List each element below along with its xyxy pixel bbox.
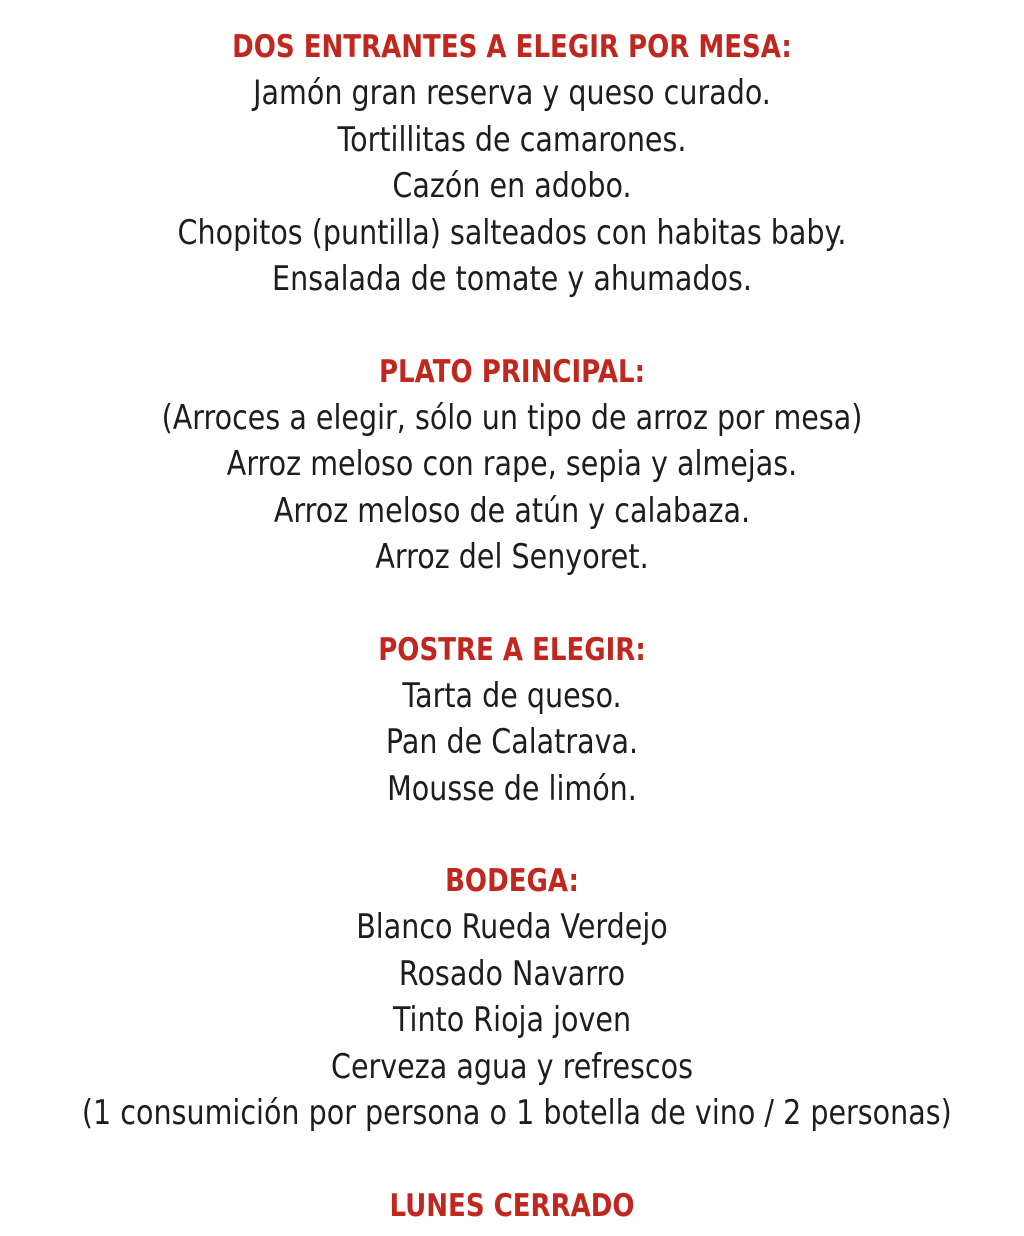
- closing-notice: LUNES CERRADO: [389, 1187, 635, 1224]
- section-bodega: [0, 858, 1024, 1137]
- menu-item: Mousse de limón.: [387, 768, 637, 809]
- menu-item: (1 consumición por persona o 1 botella de vino / 2 personas): [81, 1093, 952, 1133]
- menu-item: (Arroces a elegir, sólo un tipo de arroz por mesa): [161, 397, 863, 438]
- menu-item: Rosado Navarro: [398, 953, 626, 994]
- section-plato-principal: [0, 349, 1024, 581]
- menu-item: Arroz meloso de atún y calabaza.: [273, 490, 751, 531]
- menu-item: Tarta de queso.: [402, 675, 622, 716]
- menu-item: Tinto Rioja joven: [392, 1000, 632, 1040]
- menu-item: Pan de Calatrava.: [385, 722, 639, 762]
- menu-item: Chopitos (puntilla) salteados con habitas baby.: [177, 212, 847, 253]
- menu-item: Tortillitas de camarones.: [337, 119, 687, 160]
- section-postre: [0, 627, 1024, 813]
- menu-item: Blanco Rueda Verdejo: [356, 907, 668, 947]
- menu-item: Jamón gran reserva y queso curado.: [253, 73, 771, 113]
- section-closing-notice: [0, 1183, 1024, 1229]
- menu-item: Cerveza agua y refrescos: [331, 1046, 693, 1087]
- menu-item: Ensalada de tomate y ahumados.: [272, 259, 752, 299]
- section-heading: POSTRE A ELEGIR:: [378, 631, 646, 668]
- section-heading: DOS ENTRANTES A ELEGIR POR MESA:: [232, 29, 792, 65]
- menu-item: Arroz meloso con rape, sepia y almejas.: [226, 444, 798, 484]
- menu-item: Arroz del Senyoret.: [375, 537, 649, 577]
- section-heading: BODEGA:: [445, 863, 579, 899]
- section-heading: PLATO PRINCIPAL:: [378, 353, 646, 390]
- section-entrantes: [0, 24, 1024, 303]
- menu-item: Cazón en adobo.: [392, 166, 632, 206]
